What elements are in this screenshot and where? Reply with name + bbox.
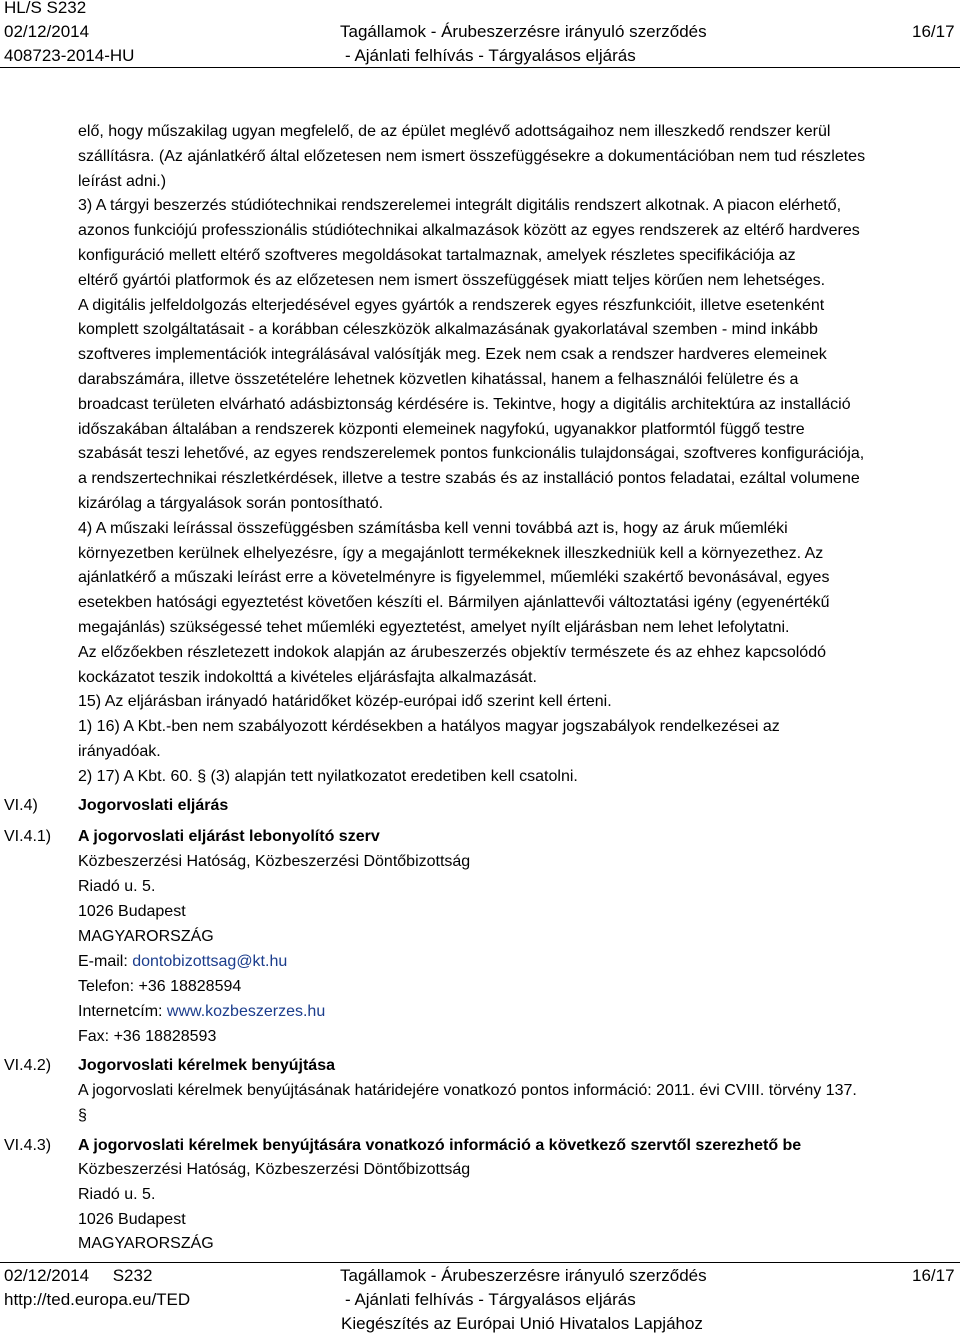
body-line: leírást adni.)	[78, 172, 167, 190]
footer-ted-link[interactable]: http://ted.europa.eu/TED	[4, 1290, 191, 1309]
body-line: irányadóak.	[78, 742, 161, 760]
body-line: szabását teszi lehetővé, az egyes rendszerelemek pontos funkcionális tulajdonságai, szoftveres konfigurációja,	[78, 445, 865, 463]
body-line: időszakában általában a rendszerek központi elemeinek nagyfokú, ugyanakkor platformtól függő testre	[78, 420, 805, 438]
footer-supplement: Kiegészítés az Európai Unió Hivatalos Lapjához	[341, 1314, 703, 1333]
section-label-vi41: VI.4.1)	[4, 828, 52, 845]
phone: Telefon: +36 18828594	[78, 978, 242, 995]
body-line: kizárólag a tárgyalások során pontosítható.	[78, 494, 384, 512]
section-title-vi41: A jogorvoslati eljárást lebonyolító szerv	[78, 828, 380, 845]
section-title-vi4: Jogorvoslati eljárás	[78, 797, 229, 814]
section-title-vi43: A jogorvoslati kérelmek benyújtására vonatkozó információ a következő szervtől szerezhető be	[78, 1137, 802, 1154]
header-rule	[0, 67, 960, 68]
street-address-2: Riadó u. 5.	[78, 1186, 156, 1203]
header-notice-number: 408723-2014-HU	[4, 46, 135, 65]
country-2: MAGYARORSZÁG	[78, 1235, 214, 1252]
street-address: Riadó u. 5.	[78, 878, 156, 895]
body-line: ajánlatkérő a műszaki leírást erre a követelményre is figyelemmel, műemléki szakértő bevonásával, egyes	[78, 569, 830, 587]
body-line: környezetben kerülnek elhelyezésre, így a megajánlott termékeknek illeszkedniük kell a környezethez. Az	[78, 544, 824, 562]
postal-city-2: 1026 Budapest	[78, 1211, 186, 1228]
body-line: darabszámára, illetve összetételére lehetnek közvetlen kihatással, hanem a felhasználói felületre és a	[78, 370, 799, 388]
email-link[interactable]: dontobizottsag@kt.hu	[132, 953, 288, 970]
header-subtitle: - Ajánlati felhívás - Tárgyalásos eljárás	[345, 46, 636, 65]
body-line: a rendszertechnikai részletkérdések, illetve a testre szabás és az installáció pontos feladatai, ezáltal volumene	[78, 470, 860, 488]
section-label-vi4: VI.4)	[4, 797, 38, 814]
organisation-name-2: Közbeszerzési Hatóság, Közbeszerzési Döntőbizottság	[78, 1161, 471, 1178]
body-line: eltérő gyártói platformok és az előzetesen nem ismert összefüggések miatt teljes körűen nem lehetséges.	[78, 271, 826, 289]
deadline-info: A jogorvoslati kérelmek benyújtásának határidejére vonatkozó pontos információ: 2011. évi CVIII. törvény 137.	[78, 1082, 857, 1099]
footer-rule	[0, 1262, 960, 1263]
footer-subtitle: - Ajánlati felhívás - Tárgyalásos eljárás	[345, 1290, 636, 1309]
footer-page-number: 16/17	[912, 1266, 955, 1285]
body-line: Az előzőekben részletezett indokok alapján az árubeszerzés objektív természete és az ehhez kapcsolódó	[78, 643, 826, 661]
web-label: Internetcím:	[78, 1003, 167, 1020]
body-line: broadcast területen elvárható adásbiztonság kérdésére is. Tekintve, hogy a digitális architektúra az installáció	[78, 395, 851, 413]
body-line: kockázatot teszik indokolttá a kivételes eljárásfajta alkalmazását.	[78, 668, 537, 686]
body-line: A digitális jelfeldolgozás elterjedésével egyes gyártók a rendszerek egyes részfunkcióit, illetve esetenként	[78, 296, 825, 314]
email-label: E-mail:	[78, 953, 133, 970]
body-line: 2) 17) A Kbt. 60. § (3) alapján tett nyilatkozatot eredetiben kell csatolni.	[78, 767, 578, 785]
body-line: 1) 16) A Kbt.-ben nem szabályozott kérdésekben a hatályos magyar jogszabályok rendelkezései az	[78, 718, 780, 736]
section-label-vi43: VI.4.3)	[4, 1137, 52, 1154]
body-line: szoftveres implementációk integrálásával valósítják meg. Ezek nem csak a rendszer hardveres elemeinek	[78, 346, 827, 364]
email-row	[78, 953, 287, 971]
header-doc-id: HL/S S232	[4, 0, 87, 17]
body-line: konfiguráció mellett eltérő szoftveres megoldásokat tartalmaznak, amelyek részletes specifikációja az	[78, 246, 796, 264]
body-line: 4) A műszaki leírással összefüggésben számításba kell venni továbbá azt is, hogy az áruk műemléki	[78, 519, 788, 537]
organisation-name: Közbeszerzési Hatóság, Közbeszerzési Döntőbizottság	[78, 853, 471, 870]
website-link[interactable]: www.kozbeszerzes.hu	[166, 1003, 326, 1020]
header-title: Tagállamok - Árubeszerzésre irányuló szerződés	[340, 22, 707, 41]
body-text	[78, 120, 953, 790]
section-title-vi42: Jogorvoslati kérelmek benyújtása	[78, 1057, 335, 1074]
postal-city: 1026 Budapest	[78, 903, 186, 920]
section-label-vi42: VI.4.2)	[4, 1057, 52, 1074]
footer-title: Tagállamok - Árubeszerzésre irányuló szerződés	[340, 1266, 707, 1285]
body-line: szállításra. (Az ajánlatkérő által előzetesen nem ismert összefüggésekre a dokumentációban nem tud részletes	[78, 147, 866, 165]
fax: Fax: +36 18828593	[78, 1028, 217, 1045]
web-row	[78, 1003, 325, 1021]
page-header	[0, 0, 960, 66]
body-line: komplett szolgáltatásait - a korábban céleszközök alkalmazásának gyakorlatával szemben - mind inkább	[78, 321, 818, 339]
header-date: 02/12/2014	[4, 22, 90, 41]
country: MAGYARORSZÁG	[78, 928, 214, 945]
body-line: esetekben hatósági egyeztetést követően készíti el. Bármilyen ajánlattevői változtatási igény (egyenértékű	[78, 594, 830, 612]
footer-date-issue: 02/12/2014 S232	[4, 1266, 153, 1285]
body-line: 3) A tárgyi beszerzés stúdiótechnikai rendszerelemei integrált digitális rendszert alkotnak. A piacon elérhető,	[78, 197, 842, 215]
body-line: elő, hogy műszakilag ugyan megfelelő, de az épület meglévő adottságaihoz nem illeszkedő rendszer kerül	[78, 123, 831, 140]
body-line: azonos funkciójú professzionális stúdiótechnikai alkalmazások között az egyes rendszerek az eltérő hardveres	[78, 222, 860, 240]
body-line: 15) Az eljárásban irányadó határidőket közép-európai idő szerint kell érteni.	[78, 693, 612, 711]
body-line: megajánlás) szükségessé tehet műemléki egyeztetést, amelyet nyílt eljárásban nem lehet lefolytatni.	[78, 618, 790, 636]
deadline-info-cont: §	[78, 1107, 87, 1124]
header-page-number: 16/17	[912, 22, 955, 41]
page-footer	[0, 1264, 960, 1334]
